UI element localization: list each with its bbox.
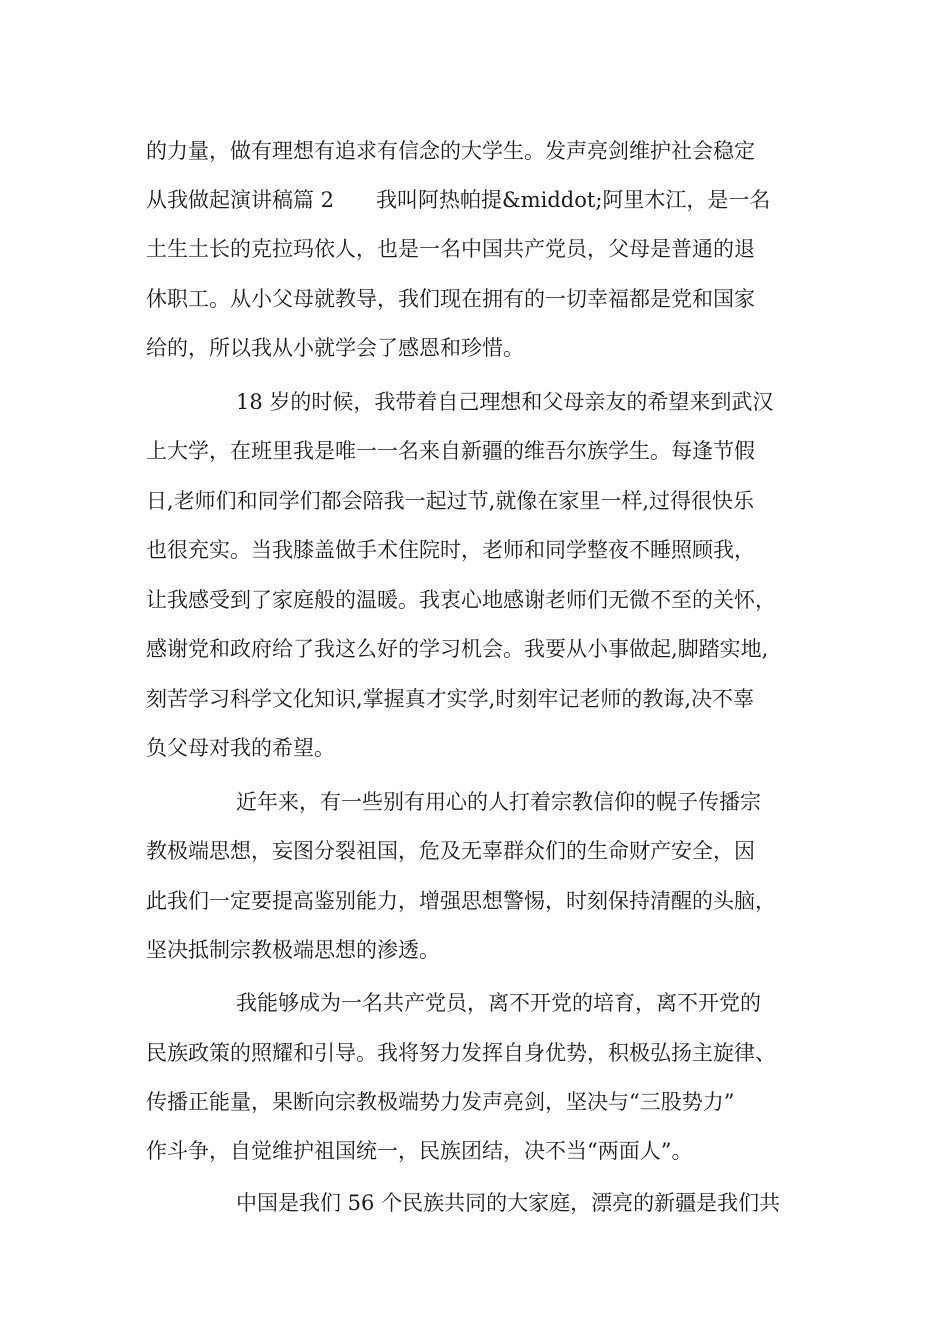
text-line: 土生土长的克拉玛依人，也是一名中国共产党员，父母是普通的退 xyxy=(146,237,755,261)
text-line: 刻苦学习科学文化知识,掌握真才实学,时刻牢记老师的教诲,决不辜 xyxy=(146,687,755,711)
paragraph-first-line: 18 岁的时候，我带着自己理想和父母亲友的希望来到武汉 xyxy=(236,390,774,414)
text-line: 民族政策的照耀和引导。我将努力发挥自身优势，积极弘扬主旋律、 xyxy=(146,1041,776,1065)
text-line: 从我做起演讲稿篇 2 我叫阿热帕提&middot;阿里木江，是一名 xyxy=(146,188,771,212)
paragraph-first-line: 近年来，有一些别有用心的人打着宗教信仰的幌子传播宗 xyxy=(236,790,761,814)
text-line: 给的，所以我从小就学会了感恩和珍惜。 xyxy=(146,336,524,360)
text-line: 休职工。从小父母就教导，我们现在拥有的一切幸福都是党和国家 xyxy=(146,287,755,311)
text-line: 传播正能量，果断向宗教极端势力发声亮剑，坚决与“三股势力” xyxy=(146,1090,735,1114)
text-line: 的力量，做有理想有追求有信念的大学生。发声亮剑维护社会稳定 xyxy=(146,139,755,163)
text-line: 感谢党和政府给了我这么好的学习机会。我要从小事做起,脚踏实地, xyxy=(146,637,769,661)
text-line: 让我感受到了家庭般的温暖。我衷心地感谢老师们无微不至的关怀， xyxy=(146,588,776,612)
text-line: 也很充实。当我膝盖做手术住院时，老师和同学整夜不睡照顾我， xyxy=(146,538,755,562)
text-line: 教极端思想，妄图分裂祖国，危及无辜群众们的生命财产安全，因 xyxy=(146,839,755,863)
paragraph-first-line: 中国是我们 56 个民族共同的大家庭，漂亮的新疆是我们共 xyxy=(236,1191,781,1215)
text-line: 上大学，在班里我是唯一一名来自新疆的维吾尔族学生。每逢节假 xyxy=(146,439,755,463)
text-line: 负父母对我的希望。 xyxy=(146,736,335,760)
text-line: 坚决抵制宗教极端思想的渗透。 xyxy=(146,938,440,962)
text-line: 此我们一定要提高鉴别能力，增强思想警惕，时刻保持清醒的头脑， xyxy=(146,889,776,913)
text-line: 日,老师们和同学们都会陪我一起过节,就像在家里一样,过得很快乐 xyxy=(146,489,755,513)
text-line: 作斗争，自觉维护祖国统一，民族团结，决不当“两面人”。 xyxy=(146,1139,693,1163)
paragraph-first-line: 我能够成为一名共产党员，离不开党的培育，离不开党的 xyxy=(236,991,761,1015)
